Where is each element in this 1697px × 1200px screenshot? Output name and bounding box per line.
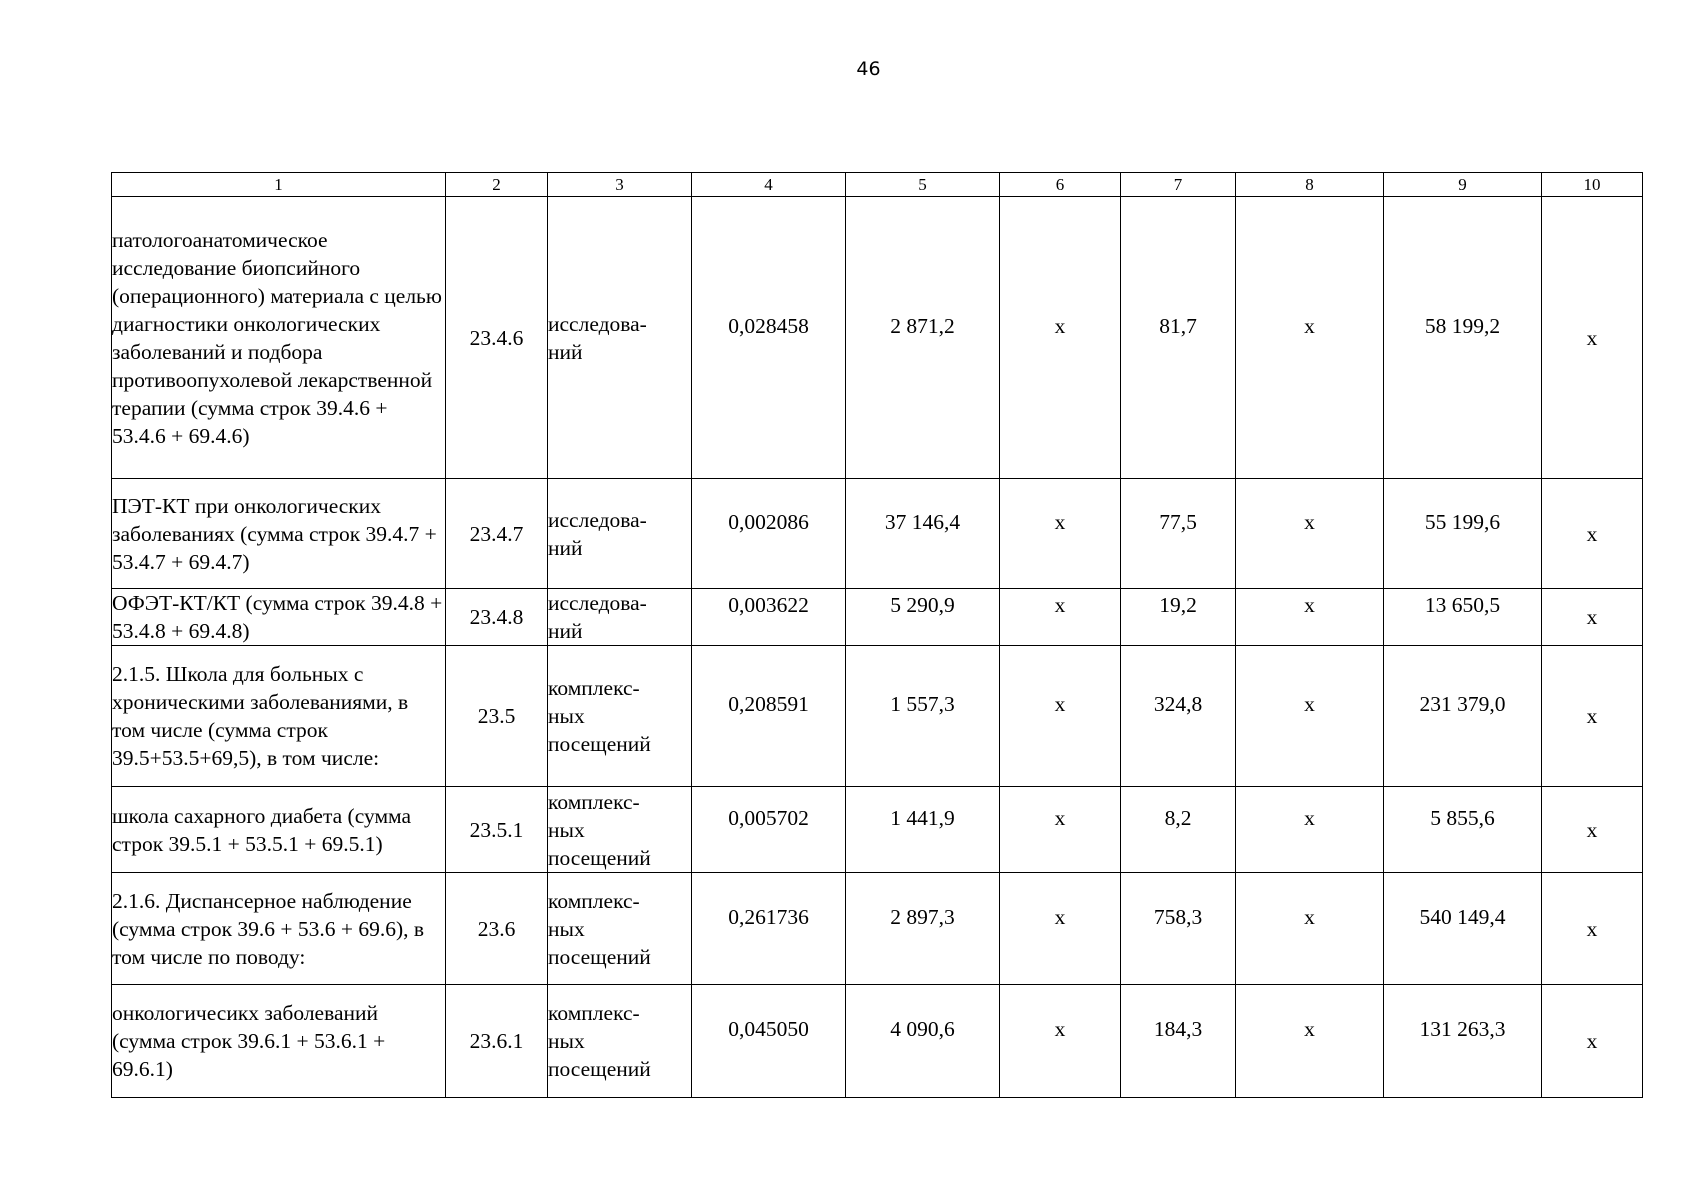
row-code <box>446 197 548 479</box>
row-total-text: 55 199,6 <box>1424 509 1501 534</box>
row-total <box>1384 197 1542 479</box>
row-col8 <box>1236 197 1384 479</box>
row-col6-text: х <box>1054 692 1066 716</box>
row-cost-norm <box>846 197 1000 479</box>
row-code-text: 23.4.7 <box>469 521 524 546</box>
row-volume-norm-text: 0,045050 <box>728 1017 809 1041</box>
row-per-capita-text: 184,3 <box>1153 1017 1203 1041</box>
row-col6 <box>1000 787 1121 873</box>
row-unit <box>548 787 692 873</box>
row-per-capita <box>1121 197 1236 479</box>
column-number: 2 <box>446 173 548 197</box>
table-row <box>112 873 1643 985</box>
row-code-text: 23.4.8 <box>469 605 524 629</box>
row-cost-norm <box>846 873 1000 985</box>
table-row <box>112 479 1643 589</box>
row-col8 <box>1236 985 1384 1098</box>
row-per-capita <box>1121 479 1236 589</box>
row-col8-text: х <box>1304 509 1315 534</box>
row-col6-text: х <box>1054 313 1066 338</box>
row-col8-text: х <box>1304 1017 1315 1041</box>
row-col8-text: х <box>1304 805 1315 830</box>
row-code-text: 23.6 <box>477 916 516 941</box>
row-per-capita-text: 8,2 <box>1164 805 1192 830</box>
row-col10 <box>1542 197 1643 479</box>
column-number: 7 <box>1121 173 1236 197</box>
table-row <box>112 646 1643 787</box>
row-cost-norm <box>846 787 1000 873</box>
row-name-text: 2.1.6. Диспансерное наблюдение (сумма строк 39.6 + 53.6 + 69.6), в том числе по поводу: <box>112 888 425 969</box>
row-cost-norm-text: 1 557,3 <box>890 692 955 716</box>
row-cost-norm-text: 4 090,6 <box>890 1017 955 1041</box>
row-name <box>112 873 446 985</box>
row-cost-norm-text: 2 871,2 <box>890 313 955 338</box>
row-per-capita-text: 81,7 <box>1159 313 1197 338</box>
row-col6 <box>1000 589 1121 646</box>
row-name-text: ОФЭТ-КТ/КТ (сумма строк 39.4.8 + 53.4.8 + 69.4.8) <box>112 591 443 643</box>
row-col6 <box>1000 197 1121 479</box>
row-col10-text: х <box>1586 1029 1598 1053</box>
row-total <box>1384 985 1542 1098</box>
row-volume-norm <box>692 197 846 479</box>
row-unit <box>548 985 692 1098</box>
row-col6-text: х <box>1054 509 1066 534</box>
row-volume-norm <box>692 479 846 589</box>
table-row <box>112 589 1643 646</box>
row-total <box>1384 646 1542 787</box>
row-code <box>446 873 548 985</box>
column-number: 8 <box>1236 173 1384 197</box>
column-number: 5 <box>846 173 1000 197</box>
row-unit-text: исследова- ний <box>548 311 647 364</box>
row-name <box>112 985 446 1098</box>
row-col6 <box>1000 479 1121 589</box>
row-col10 <box>1542 479 1643 589</box>
row-total <box>1384 479 1542 589</box>
row-name <box>112 589 446 646</box>
row-volume-norm-text: 0,005702 <box>728 805 809 830</box>
row-per-capita-text: 19,2 <box>1159 593 1197 617</box>
row-col8 <box>1236 873 1384 985</box>
row-name <box>112 787 446 873</box>
row-col10 <box>1542 873 1643 985</box>
row-col8 <box>1236 479 1384 589</box>
row-unit-text: исследова- ний <box>548 507 647 560</box>
row-volume-norm <box>692 873 846 985</box>
row-name <box>112 646 446 787</box>
row-cost-norm-text: 2 897,3 <box>890 904 955 929</box>
row-unit-text: исследова- ний <box>548 591 647 643</box>
row-code-text: 23.4.6 <box>469 325 524 350</box>
row-volume-norm-text: 0,028458 <box>728 313 809 338</box>
row-per-capita <box>1121 787 1236 873</box>
row-total-text: 58 199,2 <box>1424 313 1501 338</box>
column-number: 6 <box>1000 173 1121 197</box>
row-name-text: патологоанатомическое исследование биопсийного (операционного) материала с целью диагностики онкологических заболеваний и подбора противоопухолевой лекарственной терапии (сумма строк 39.4.6 + 53.4.6 + 69.4.6) <box>112 227 442 448</box>
row-col8 <box>1236 589 1384 646</box>
row-per-capita-text: 758,3 <box>1153 904 1203 929</box>
row-col10-text: х <box>1586 916 1598 941</box>
row-cost-norm <box>846 479 1000 589</box>
row-volume-norm <box>692 787 846 873</box>
row-cost-norm-text: 1 441,9 <box>890 805 955 830</box>
row-col8 <box>1236 646 1384 787</box>
row-total-text: 131 263,3 <box>1419 1017 1506 1041</box>
row-cost-norm <box>846 985 1000 1098</box>
row-cost-norm-text: 5 290,9 <box>890 593 955 617</box>
row-name-text: 2.1.5. Школа для больных с хроническими заболеваниями, в том числе (сумма строк 39.5+53.5+69,5), в том числе: <box>112 662 409 770</box>
row-col10 <box>1542 985 1643 1098</box>
row-unit <box>548 873 692 985</box>
row-total-text: 5 855,6 <box>1430 805 1495 830</box>
row-per-capita-text: 324,8 <box>1153 692 1203 716</box>
row-col6-text: х <box>1054 593 1066 617</box>
row-name-text: ПЭТ-КТ при онкологических заболеваниях (сумма строк 39.4.7 + 53.4.7 + 69.4.7) <box>112 493 437 574</box>
row-col10-text: х <box>1586 605 1598 629</box>
row-name <box>112 197 446 479</box>
row-col6-text: х <box>1054 805 1066 830</box>
row-unit <box>548 589 692 646</box>
row-col10 <box>1542 646 1643 787</box>
row-col10 <box>1542 787 1643 873</box>
row-volume-norm-text: 0,261736 <box>728 904 809 929</box>
page-number: 46 <box>856 58 881 80</box>
row-per-capita <box>1121 985 1236 1098</box>
row-total <box>1384 589 1542 646</box>
column-number: 10 <box>1542 173 1643 197</box>
row-unit-text: комплекс- ных посещений <box>548 888 651 969</box>
row-cost-norm <box>846 589 1000 646</box>
table-row <box>112 197 1643 479</box>
column-number: 9 <box>1384 173 1542 197</box>
row-name-text: школа сахарного диабета (сумма строк 39.5.1 + 53.5.1 + 69.5.1) <box>112 803 412 856</box>
row-unit <box>548 646 692 787</box>
row-code-text: 23.6.1 <box>469 1029 524 1053</box>
row-total-text: 540 149,4 <box>1419 904 1506 929</box>
row-unit-text: комплекс- ных посещений <box>548 789 651 870</box>
row-col10-text: х <box>1586 325 1598 350</box>
row-unit <box>548 479 692 589</box>
row-col10-text: х <box>1586 817 1598 842</box>
row-name <box>112 479 446 589</box>
row-code-text: 23.5 <box>477 704 516 728</box>
column-number: 3 <box>548 173 692 197</box>
row-col8-text: х <box>1304 313 1315 338</box>
row-volume-norm-text: 0,002086 <box>728 509 809 534</box>
row-col8-text: х <box>1304 904 1315 929</box>
row-volume-norm <box>692 589 846 646</box>
row-volume-norm <box>692 985 846 1098</box>
row-name-text: онкологичесикх заболеваний (сумма строк 39.6.1 + 53.6.1 + 69.6.1) <box>112 1001 386 1081</box>
row-total <box>1384 787 1542 873</box>
row-code <box>446 479 548 589</box>
row-col6 <box>1000 873 1121 985</box>
row-volume-norm-text: 0,208591 <box>728 692 809 716</box>
row-col10 <box>1542 589 1643 646</box>
table-row <box>112 985 1643 1098</box>
row-volume-norm-text: 0,003622 <box>728 593 809 617</box>
row-col6 <box>1000 646 1121 787</box>
table-row <box>112 787 1643 873</box>
row-per-capita <box>1121 589 1236 646</box>
row-per-capita-text: 77,5 <box>1159 509 1197 534</box>
row-cost-norm <box>846 646 1000 787</box>
row-total <box>1384 873 1542 985</box>
row-col8 <box>1236 787 1384 873</box>
row-per-capita <box>1121 873 1236 985</box>
row-total-text: 13 650,5 <box>1424 593 1501 617</box>
row-code <box>446 985 548 1098</box>
row-col10-text: х <box>1586 704 1598 728</box>
row-total-text: 231 379,0 <box>1419 692 1506 716</box>
row-col8-text: х <box>1304 593 1315 617</box>
row-volume-norm <box>692 646 846 787</box>
row-code <box>446 589 548 646</box>
row-unit <box>548 197 692 479</box>
row-col6-text: х <box>1054 904 1066 929</box>
data-table <box>111 172 1643 1098</box>
column-number-row <box>112 173 1643 197</box>
row-unit-text: комплекс- ных посещений <box>548 676 651 756</box>
row-unit-text: комплекс- ных посещений <box>548 1001 651 1081</box>
row-col10-text: х <box>1586 521 1598 546</box>
row-col6 <box>1000 985 1121 1098</box>
row-col6-text: х <box>1054 1017 1066 1041</box>
row-code-text: 23.5.1 <box>469 817 524 842</box>
column-number: 1 <box>112 173 446 197</box>
column-number: 4 <box>692 173 846 197</box>
row-code <box>446 787 548 873</box>
row-code <box>446 646 548 787</box>
row-col8-text: х <box>1304 692 1315 716</box>
row-per-capita <box>1121 646 1236 787</box>
row-cost-norm-text: 37 146,4 <box>884 509 961 534</box>
